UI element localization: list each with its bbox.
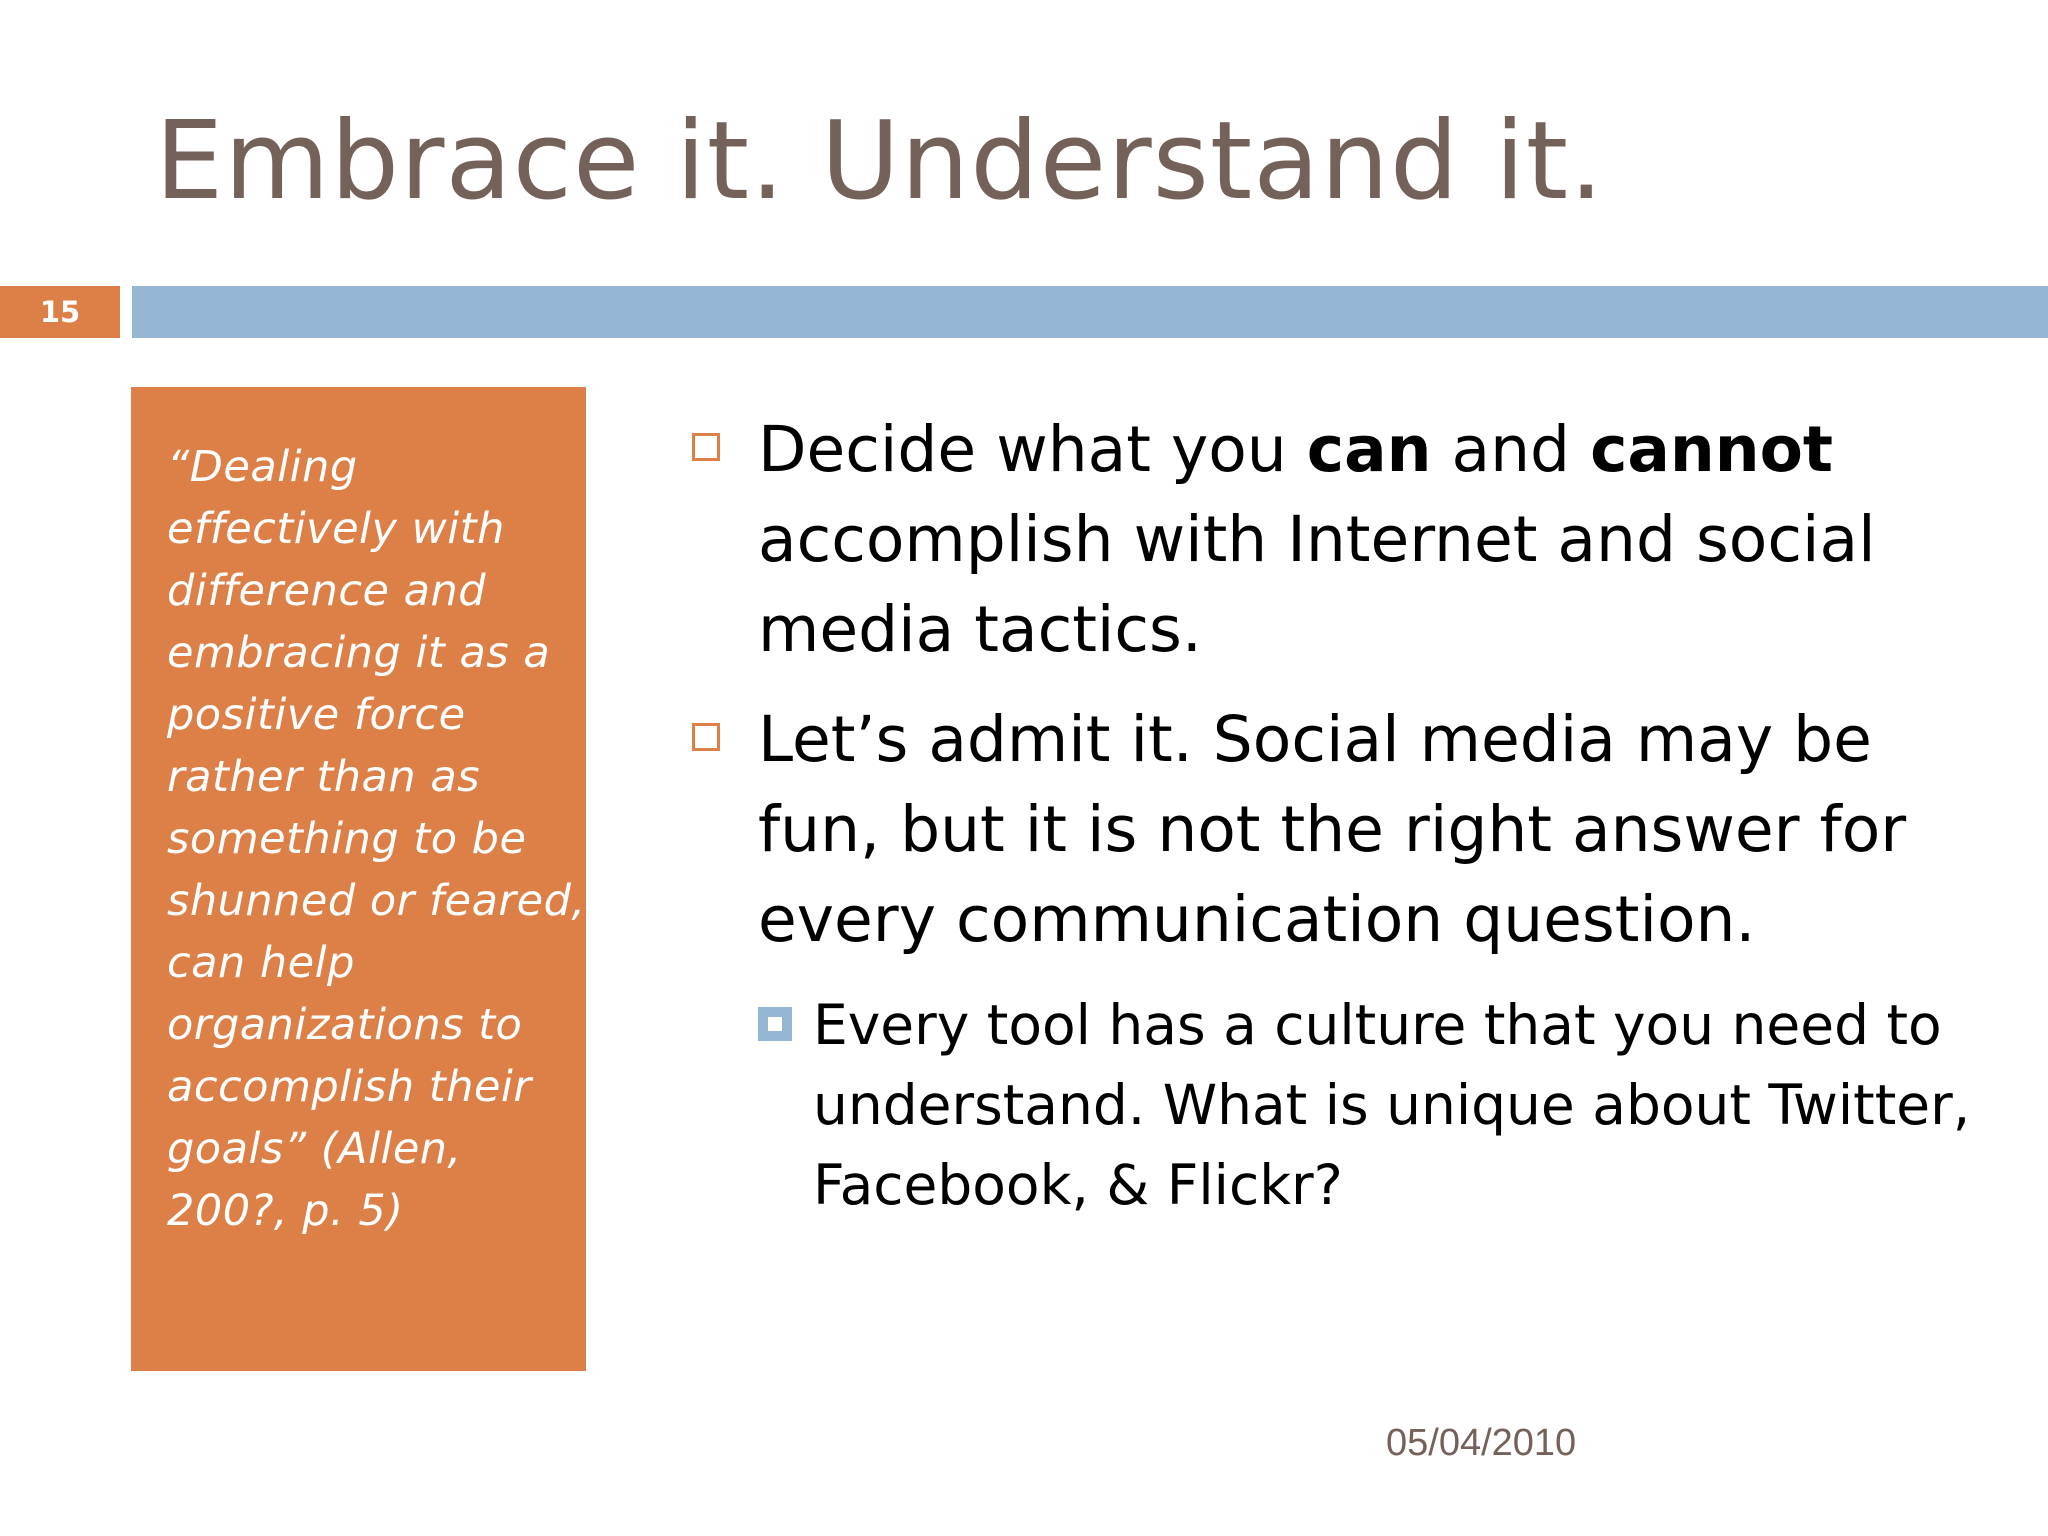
- slide-title: Embrace it. Understand it.: [155, 99, 1605, 224]
- filled-square-bullet-icon: [758, 1007, 792, 1041]
- bullet-item: [680, 695, 1980, 965]
- bullet-text-part: accomplish with Internet and social media tactics.: [758, 503, 1876, 666]
- quote-text: “Dealing effectively with difference and embracing it as a positive force rather than as something to be shunned or feared, can help organizations to accomplish their goals” (Allen, 200?, p. 5): [167, 442, 586, 1236]
- sub-bullet-item: [758, 985, 1980, 1225]
- bullet-bold-text: cannot: [1590, 413, 1834, 486]
- bullet-text-part: Decide what you: [758, 413, 1307, 486]
- slide-date: 05/04/2010: [1386, 1422, 1577, 1464]
- bullet-item: [680, 405, 1980, 675]
- sub-bullet-text: Every tool has a culture that you need to understand. What is unique about Twitter, Facebook, & Flickr?: [813, 993, 1971, 1217]
- bullet-text: Let’s admit it. Social media may be fun, but it is not the right answer for every communication question.: [758, 703, 1907, 956]
- slide-number: 15: [39, 295, 81, 329]
- bullet-list: [680, 405, 1980, 1225]
- bullet-text-part: and: [1431, 413, 1591, 486]
- header-divider-bar: [132, 286, 2048, 338]
- hollow-square-bullet-icon: [692, 433, 720, 461]
- hollow-square-bullet-icon: [692, 723, 720, 751]
- bullet-bold-text: can: [1306, 413, 1432, 486]
